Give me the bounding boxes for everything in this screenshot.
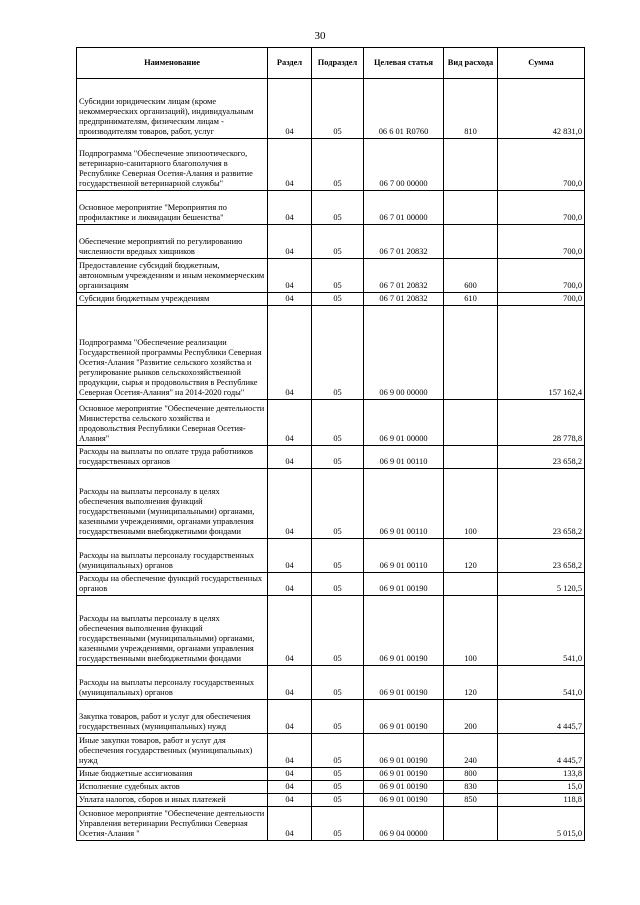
cell-podrazdel: 05 bbox=[312, 191, 364, 225]
cell-name: Обеспечение мероприятий по регулированию численности вредных хищников bbox=[77, 225, 268, 259]
cell-vid: 100 bbox=[444, 596, 498, 666]
cell-article: 06 9 01 00000 bbox=[364, 400, 444, 446]
cell-podrazdel: 05 bbox=[312, 79, 364, 139]
cell-sum: 700,0 bbox=[498, 191, 585, 225]
table-row bbox=[77, 573, 585, 596]
header-vid: Вид расхода bbox=[444, 48, 498, 79]
cell-name: Закупка товаров, работ и услуг для обеспечения государственных (муниципальных) нужд bbox=[77, 700, 268, 734]
cell-article: 06 9 01 00190 bbox=[364, 734, 444, 768]
cell-razdel: 04 bbox=[268, 807, 312, 841]
table-row bbox=[77, 768, 585, 781]
cell-article: 06 9 01 00190 bbox=[364, 596, 444, 666]
cell-article: 06 9 01 00110 bbox=[364, 446, 444, 469]
cell-vid: 810 bbox=[444, 79, 498, 139]
cell-vid bbox=[444, 306, 498, 400]
cell-article: 06 7 01 20832 bbox=[364, 293, 444, 306]
cell-razdel: 04 bbox=[268, 768, 312, 781]
cell-article: 06 9 01 00190 bbox=[364, 666, 444, 700]
cell-podrazdel: 05 bbox=[312, 781, 364, 794]
cell-podrazdel: 05 bbox=[312, 293, 364, 306]
cell-podrazdel: 05 bbox=[312, 446, 364, 469]
cell-name: Субсидии бюджетным учреждениям bbox=[77, 293, 268, 306]
cell-razdel: 04 bbox=[268, 734, 312, 768]
table-row bbox=[77, 807, 585, 841]
cell-razdel: 04 bbox=[268, 139, 312, 191]
table-body bbox=[77, 79, 585, 841]
cell-sum: 15,0 bbox=[498, 781, 585, 794]
cell-name: Расходы на выплаты по оплате труда работников государственных органов bbox=[77, 446, 268, 469]
cell-sum: 118,8 bbox=[498, 794, 585, 807]
cell-podrazdel: 05 bbox=[312, 768, 364, 781]
cell-sum: 700,0 bbox=[498, 139, 585, 191]
cell-name: Расходы на обеспечение функций государственных органов bbox=[77, 573, 268, 596]
cell-podrazdel: 05 bbox=[312, 259, 364, 293]
cell-article: 06 7 01 20832 bbox=[364, 225, 444, 259]
cell-article: 06 9 01 00190 bbox=[364, 768, 444, 781]
cell-vid: 850 bbox=[444, 794, 498, 807]
cell-podrazdel: 05 bbox=[312, 225, 364, 259]
cell-podrazdel: 05 bbox=[312, 734, 364, 768]
cell-podrazdel: 05 bbox=[312, 306, 364, 400]
cell-name: Расходы на выплаты персоналу государственных (муниципальных) органов bbox=[77, 666, 268, 700]
cell-name: Основное мероприятие "Мероприятия по профилактике и ликвидации бешенства" bbox=[77, 191, 268, 225]
cell-name: Расходы на выплаты персоналу в целях обеспечения выполнения функций государственными (муниципальными) органами, казенными учреждениями, органами управления государственными внебюджетными фондами bbox=[77, 469, 268, 539]
table-row bbox=[77, 794, 585, 807]
cell-razdel: 04 bbox=[268, 225, 312, 259]
cell-name: Иные бюджетные ассигнования bbox=[77, 768, 268, 781]
cell-article: 06 7 00 00000 bbox=[364, 139, 444, 191]
table-row bbox=[77, 781, 585, 794]
cell-podrazdel: 05 bbox=[312, 139, 364, 191]
cell-name: Исполнение судебных актов bbox=[77, 781, 268, 794]
cell-sum: 4 445,7 bbox=[498, 734, 585, 768]
table-row bbox=[77, 734, 585, 768]
cell-article: 06 9 01 00110 bbox=[364, 469, 444, 539]
cell-sum: 4 445,7 bbox=[498, 700, 585, 734]
cell-name: Предоставление субсидий бюджетным, автономным учреждениям и иным некоммерческим организациям bbox=[77, 259, 268, 293]
cell-name: Иные закупки товаров, работ и услуг для обеспечения государственных (муниципальных) нужд bbox=[77, 734, 268, 768]
cell-podrazdel: 05 bbox=[312, 469, 364, 539]
cell-vid: 830 bbox=[444, 781, 498, 794]
cell-name: Расходы на выплаты персоналу в целях обеспечения выполнения функций государственными (муниципальными) органами, казенными учреждениями, органами управления государственными внебюджетными фондами bbox=[77, 596, 268, 666]
cell-razdel: 04 bbox=[268, 573, 312, 596]
table-row bbox=[77, 666, 585, 700]
cell-name: Основное мероприятие "Обеспечение деятельности Министерства сельского хозяйства и продовольствия Республики Северная Осетия-Алания" bbox=[77, 400, 268, 446]
cell-razdel: 04 bbox=[268, 781, 312, 794]
header-razdel: Раздел bbox=[268, 48, 312, 79]
cell-vid: 800 bbox=[444, 768, 498, 781]
cell-sum: 133,8 bbox=[498, 768, 585, 781]
cell-vid: 610 bbox=[444, 293, 498, 306]
cell-vid: 120 bbox=[444, 666, 498, 700]
cell-vid bbox=[444, 191, 498, 225]
cell-razdel: 04 bbox=[268, 596, 312, 666]
cell-podrazdel: 05 bbox=[312, 666, 364, 700]
cell-vid: 100 bbox=[444, 469, 498, 539]
cell-podrazdel: 05 bbox=[312, 700, 364, 734]
table-row bbox=[77, 293, 585, 306]
cell-article: 06 7 01 20832 bbox=[364, 259, 444, 293]
cell-name: Подпрограмма "Обеспечение эпизоотического, ветеринарно-санитарного благополучия в Республике Северная Осетия-Алания и развитие государственной ветеринарной службы" bbox=[77, 139, 268, 191]
cell-vid: 240 bbox=[444, 734, 498, 768]
table-row bbox=[77, 446, 585, 469]
budget-table bbox=[76, 47, 585, 841]
cell-vid: 120 bbox=[444, 539, 498, 573]
cell-razdel: 04 bbox=[268, 293, 312, 306]
cell-article: 06 7 01 00000 bbox=[364, 191, 444, 225]
cell-sum: 700,0 bbox=[498, 293, 585, 306]
cell-vid bbox=[444, 139, 498, 191]
cell-sum: 5 015,0 bbox=[498, 807, 585, 841]
cell-razdel: 04 bbox=[268, 666, 312, 700]
cell-sum: 42 831,0 bbox=[498, 79, 585, 139]
cell-sum: 5 120,5 bbox=[498, 573, 585, 596]
cell-sum: 700,0 bbox=[498, 259, 585, 293]
cell-article: 06 9 01 00190 bbox=[364, 781, 444, 794]
header-article: Целевая статья bbox=[364, 48, 444, 79]
cell-sum: 700,0 bbox=[498, 225, 585, 259]
cell-razdel: 04 bbox=[268, 539, 312, 573]
table-row bbox=[77, 191, 585, 225]
header-sum: Сумма bbox=[498, 48, 585, 79]
cell-vid bbox=[444, 225, 498, 259]
cell-podrazdel: 05 bbox=[312, 794, 364, 807]
cell-razdel: 04 bbox=[268, 191, 312, 225]
cell-razdel: 04 bbox=[268, 306, 312, 400]
cell-razdel: 04 bbox=[268, 469, 312, 539]
cell-vid bbox=[444, 573, 498, 596]
cell-vid: 200 bbox=[444, 700, 498, 734]
cell-article: 06 9 01 00190 bbox=[364, 700, 444, 734]
cell-article: 06 6 01 R0760 bbox=[364, 79, 444, 139]
table-row bbox=[77, 596, 585, 666]
cell-podrazdel: 05 bbox=[312, 807, 364, 841]
table-row bbox=[77, 539, 585, 573]
cell-sum: 541,0 bbox=[498, 596, 585, 666]
cell-sum: 23 658,2 bbox=[498, 446, 585, 469]
cell-vid: 600 bbox=[444, 259, 498, 293]
cell-vid bbox=[444, 400, 498, 446]
cell-podrazdel: 05 bbox=[312, 596, 364, 666]
cell-razdel: 04 bbox=[268, 400, 312, 446]
cell-sum: 157 162,4 bbox=[498, 306, 585, 400]
table-row bbox=[77, 139, 585, 191]
cell-name: Подпрограмма "Обеспечение реализации Государственной программы Республики Северная Осетия-Алания "Развитие сельского хозяйства и регулирование рынков сельскохозяйственной продукции, сырья и продовольствия в Республике Северная Осетия-Алания" на 2014-2020 годы" bbox=[77, 306, 268, 400]
cell-vid bbox=[444, 807, 498, 841]
cell-article: 06 9 01 00190 bbox=[364, 573, 444, 596]
table-row bbox=[77, 259, 585, 293]
table-row bbox=[77, 306, 585, 400]
cell-article: 06 9 01 00110 bbox=[364, 539, 444, 573]
cell-razdel: 04 bbox=[268, 446, 312, 469]
cell-podrazdel: 05 bbox=[312, 400, 364, 446]
cell-razdel: 04 bbox=[268, 700, 312, 734]
cell-razdel: 04 bbox=[268, 259, 312, 293]
cell-sum: 23 658,2 bbox=[498, 539, 585, 573]
cell-sum: 28 778,8 bbox=[498, 400, 585, 446]
header-podrazdel: Подраздел bbox=[312, 48, 364, 79]
table-row bbox=[77, 225, 585, 259]
cell-article: 06 9 01 00190 bbox=[364, 794, 444, 807]
cell-vid bbox=[444, 446, 498, 469]
table-row bbox=[77, 79, 585, 139]
cell-name: Основное мероприятие "Обеспечение деятельности Управления ветеринарии Республики Северная Осетия-Алания " bbox=[77, 807, 268, 841]
cell-sum: 541,0 bbox=[498, 666, 585, 700]
cell-name: Субсидии юридическим лицам (кроме некоммерческих организаций), индивидуальным предпринимателям, физическим лицам - производителям товаров, работ, услуг bbox=[77, 79, 268, 139]
cell-podrazdel: 05 bbox=[312, 539, 364, 573]
cell-sum: 23 658,2 bbox=[498, 469, 585, 539]
page-number: 30 bbox=[314, 30, 326, 42]
cell-razdel: 04 bbox=[268, 79, 312, 139]
cell-name: Уплата налогов, сборов и иных платежей bbox=[77, 794, 268, 807]
header-name: Наименование bbox=[77, 48, 268, 79]
cell-article: 06 9 04 00000 bbox=[364, 807, 444, 841]
table-header-row bbox=[77, 48, 585, 79]
table-row bbox=[77, 400, 585, 446]
cell-podrazdel: 05 bbox=[312, 573, 364, 596]
cell-razdel: 04 bbox=[268, 794, 312, 807]
cell-name: Расходы на выплаты персоналу государственных (муниципальных) органов bbox=[77, 539, 268, 573]
cell-article: 06 9 00 00000 bbox=[364, 306, 444, 400]
table-row bbox=[77, 700, 585, 734]
table-row bbox=[77, 469, 585, 539]
